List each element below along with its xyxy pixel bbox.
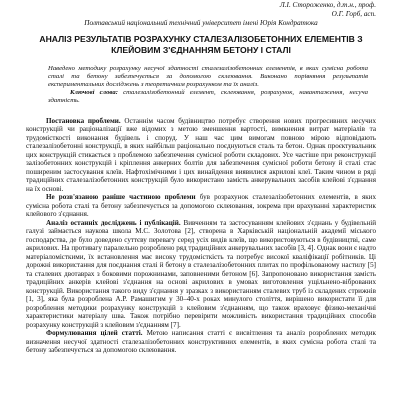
section-unsolved (26, 193, 376, 219)
abstract: Наведено методику розрахунку несучої здатності сталезалізобетонних елементів, в яких сумісна робота сталі та бетону забезпечується за допомогою склеювання. Виконано порівняння результатів експериментальних досліджень з теоретичним розрахунком та їх аналіз. (48, 65, 368, 89)
section-lead: Постановка проблеми. (46, 116, 121, 125)
author-1: Л.І. Стороженко, д.т.н., проф. (279, 1, 376, 9)
section-analysis (26, 219, 376, 330)
section-problem (26, 117, 376, 194)
author-block (26, 1, 376, 18)
keywords (48, 89, 368, 105)
keywords-text: сталезалізобетонний елемент, склеювання, розрахунок, навантаження, несуча здатність. (48, 88, 369, 104)
section-lead: Аналіз останніх досліджень і публікацій. (46, 218, 181, 227)
section-text: Метою написання статті є висвітлення та аналіз розроблених методик визначення несучої здатності сталезалізобетонних конструктивних елементів, в яких сумісна робота сталі та бетону забезпечується за допомогою склеювання. (26, 329, 377, 355)
section-text: Вивченням та застосуванням клейових з'єднань у будівельній галузі займається наукова школа М.С. Золотова [2], створена в Харківській національній академії міського господарства, де було доведено суттєву перевагу серед усіх видів клеїв, що використовуються в будівництві, саме акрилових. На противагу паралельно розроблено ряд традиційних анкерувальних засобів [3, 4]. Однак вони є надто матеріаломісткими, їх встановлення має високу трудомісткість та потребує високої кваліфікації робітників. Ці дорожні використання для поєднання сталі й бетону в сталезалізобетонних плитах по профільованому настилу [5] та сталевих двотаврах з боковими порожнинами, заповненими бетоном [6]. Запропоновано використання замість традиційних анкерів клейові з'єднання на основі акрилових в умовах виготовлення ущільнено-віброваних конструкцій. Використання такого виду з'єднання у зразках з використанням сталевих труб із складених стрижнів [1, 3], яка була розроблена А.Р. Рамашигим у 30–40-х роках минулого століття, вирішено використати її для розроблення методики розрахунку конструкцій з клейовим з'єднанням, що також враховує фізико-механічні характеристики матеріалу шва. Також потрібно перевірити можливість використання традиційних способів розрахунку конструкцій з клейовим з'єднанням [7]. (26, 218, 377, 329)
section-goals (26, 329, 376, 355)
section-text: Останнім часом будівництво потребує створення нових прогресивних несучих конструкцій чи раціоналізації вже відомих з метою зменшення вартості, вимкнення витрат матеріалів та трудомісткості виконання будівель і споруд. У наш час цим вимогам повною мірою відповідають сталезалізобетонні конструкції, в яких найбільш раціонально поєднуються сталь та бетон. Однак проєктувальник цих конструкцій стикається з проблемою забезпечення сумісної роботи складових. Усе частіше при реконструкції залізобетонних конструкцій і кріплення анкерних болтів для забезпечення сумісної роботи бетону й сталі стає поширеним застосування клеїв. Нафтохімічними і цих винайдення виявилися акрилові клеї. Таким чином в ряді традиційних сталезалізобетонних конструкцій було використано замість анкерувальних засобів клейові з'єднання на їх основі. (26, 116, 376, 193)
section-text: був розрахунок сталезалізобетонних елементів, в яких сумісна робота сталі та бетону забезпечується за допомогою склеювання, зокрема при врахуванні характеристик клейового з'єднання. (26, 193, 377, 219)
affiliation: Полтавський національний технічний університет імені Юрія Кондратюка (84, 19, 318, 28)
document-page (0, 1, 400, 401)
section-lead: Не розв'язаною раніше частиною проблеми (46, 193, 196, 202)
author-2: О.Г. Горб, асп. (331, 9, 376, 18)
paper-title: АНАЛІЗ РЕЗУЛЬТАТІВ РОЗРАХУНКУ СТАЛЕЗАЛІЗОБЕТОННИХ ЕЛЕМЕНТІВ З КЛЕЙОВИМ З'ЄДНАННЯМ БЕТОНУ І СТАЛІ (39, 34, 363, 55)
article-body (26, 117, 376, 355)
section-lead: Формулювання цілей статті. (46, 329, 143, 338)
keywords-label: Ключові слова: (70, 88, 118, 96)
